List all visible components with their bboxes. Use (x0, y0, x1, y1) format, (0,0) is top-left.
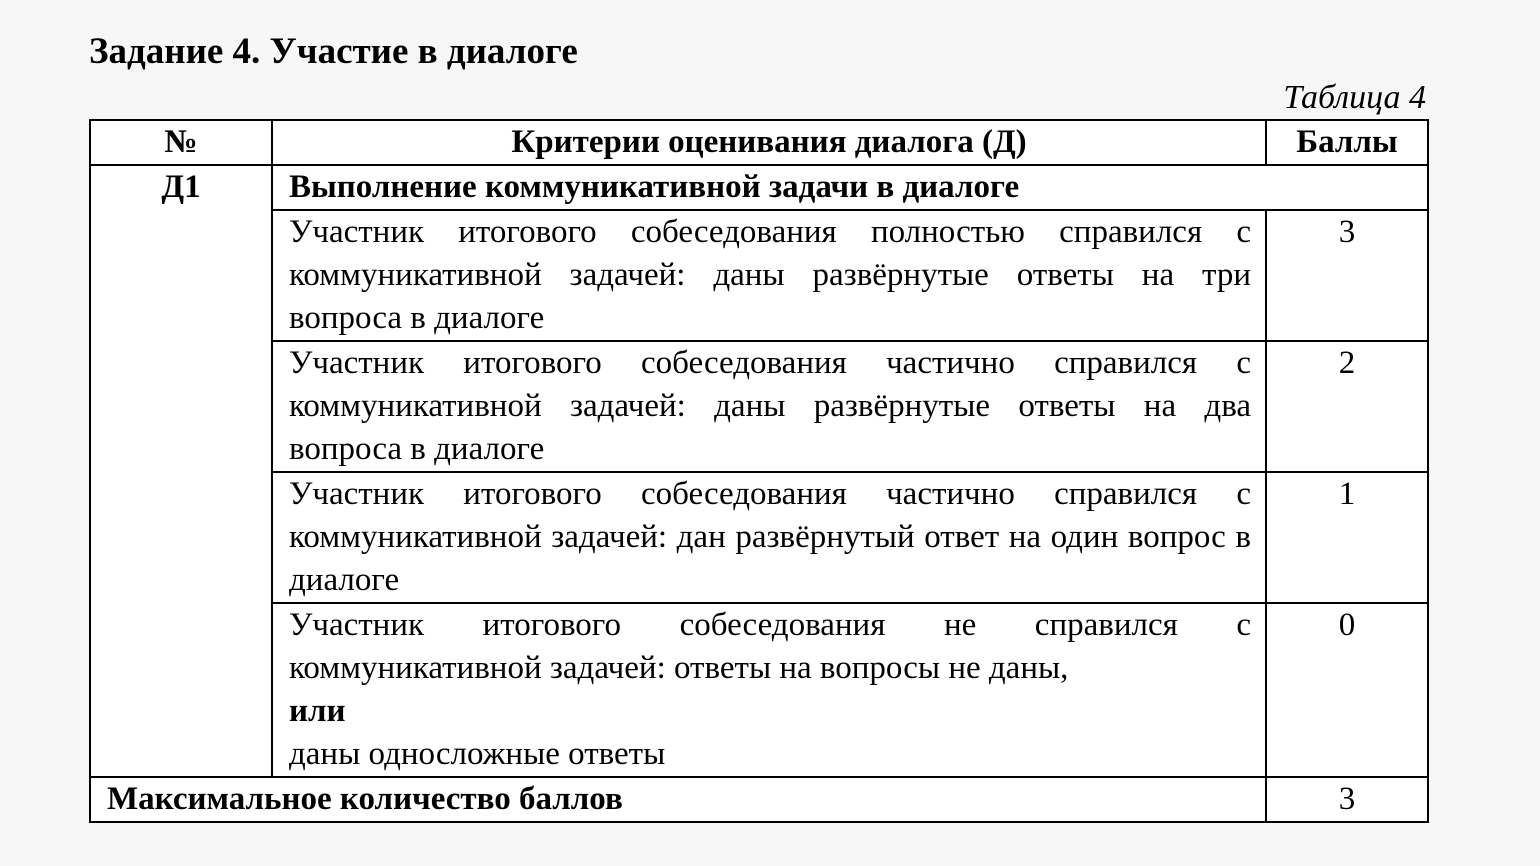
table-row (90, 210, 1428, 341)
table-caption: Таблица 4 (1283, 79, 1426, 116)
criterion-score: 1 (1266, 472, 1428, 603)
table-row (90, 603, 1428, 777)
table-row (90, 472, 1428, 603)
description-part: даны односложные ответы (289, 736, 666, 772)
criterion-title: Выполнение коммуникативной задачи в диалоге (272, 165, 1428, 210)
header-criteria: Критерии оценивания диалога (Д) (272, 120, 1266, 165)
criterion-description (272, 603, 1266, 777)
max-score-row (90, 777, 1428, 822)
table-header-row (90, 120, 1428, 165)
page-title: Задание 4. Участие в диалоге (89, 31, 578, 72)
table-row (90, 341, 1428, 472)
header-number: № (90, 120, 272, 165)
description-part: Участник итогового собеседования не справился с коммуникативной задачей: ответы на вопросы не даны, (289, 607, 1251, 686)
criterion-description: Участник итогового собеседования полностью справился с коммуникативной задачей: даны развёрнутые ответы на три вопроса в диалоге (272, 210, 1266, 341)
header-points: Баллы (1266, 120, 1428, 165)
criterion-score: 0 (1266, 603, 1428, 777)
criteria-table (89, 119, 1429, 823)
criterion-description: Участник итогового собеседования частично справился с коммуникативной задачей: дан развёрнутый ответ на один вопрос в диалоге (272, 472, 1266, 603)
max-score-label: Максимальное количество баллов (90, 777, 1266, 822)
criterion-description: Участник итогового собеседования частично справился с коммуникативной задачей: даны развёрнутые ответы на два вопроса в диалоге (272, 341, 1266, 472)
criterion-id: Д1 (90, 165, 272, 777)
or-word: или (289, 693, 346, 729)
criterion-score: 2 (1266, 341, 1428, 472)
table-row (90, 165, 1428, 210)
criterion-score: 3 (1266, 210, 1428, 341)
max-score-value: 3 (1266, 777, 1428, 822)
